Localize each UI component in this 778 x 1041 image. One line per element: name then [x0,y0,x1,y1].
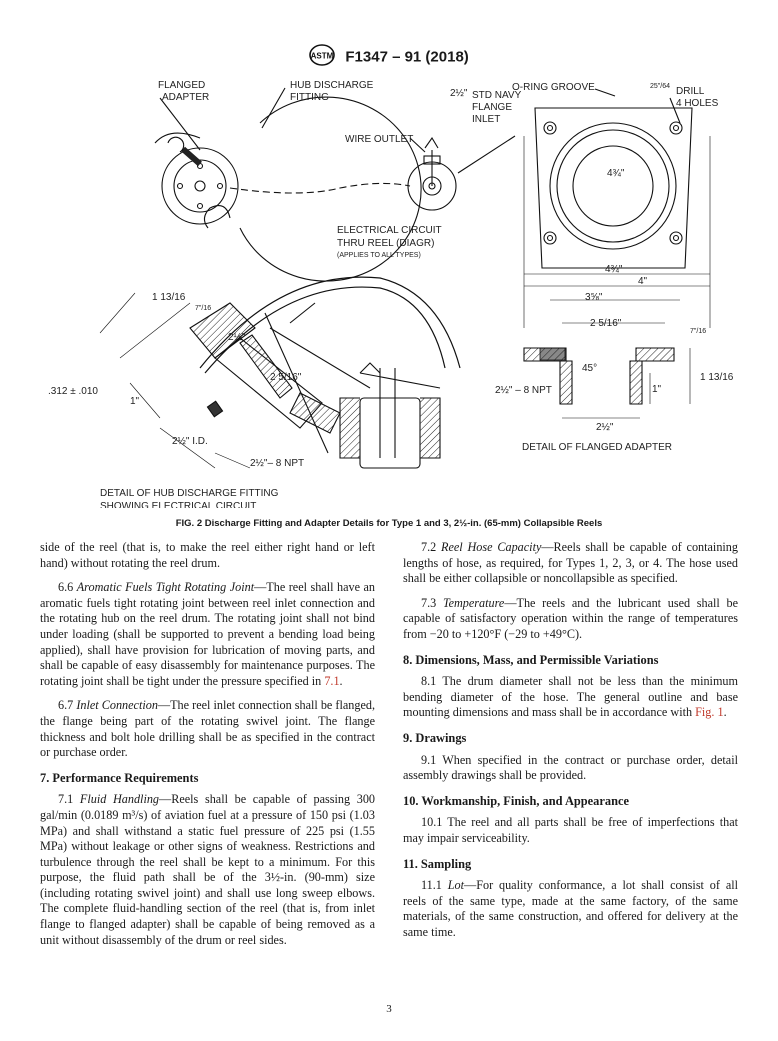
label-hub-discharge: HUB DISCHARGE FITTING [290,80,374,103]
label-elec3: (APPLIES TO ALL TYPES) [337,252,421,259]
svg-text:ASTM: ASTM [310,51,334,61]
paragraph-7-3 [403,596,738,643]
section-number: 11.1 [421,878,442,893]
figure-2-drawing [40,68,740,508]
label-2-5-16-flange: 2 5/16" [590,318,622,329]
heading-section-10: 10. Workmanship, Finish, and Appearance [403,793,629,808]
label-detail-hub1: DETAIL OF HUB DISCHARGE FITTING [100,488,279,499]
right-column [403,540,738,949]
label-7-16-flange: 7"/16 [690,328,707,335]
paragraph-6-6: 6.6 Aromatic Fuels Tight Rotating Joint—The reel shall have an aromatic fuels tight rotating joint between reel inlet connection and the rotating hub on the reel drum. The rotating joint shall not bind under loading (shall be supported to prevent a bending load being applied), shall have provision for lubrication of moving parts, and shall be capable of easy disassembly for maintenance purposes. The rotating joint shall be tight under the pressure specified in 7.1. [40,580,375,688]
section-text: —The reel shall have an aromatic fuels tight rotating joint between reel inlet connection and the rotating hub on the reel drum. The rotating joint shall not bind under loading (shall be supported to prevent a bending load being applied), shall have provision for lubrication of moving parts, and shall be capable of easy disassembly for maintenance purposes. The rotating joint shall be tight under the pressure specified in [40,580,375,688]
label-2-1-2: 2½" [450,88,468,99]
section-number: 7.1 [58,792,74,807]
page-header [0,44,778,70]
label-3-5-8: 3⅝" [585,292,603,303]
label-2-1-2-hub: 2½" [228,332,246,343]
label-4-3-4-inner: 4¾" [607,168,625,179]
heading-section-7: 7. Performance Requirements [40,770,199,785]
section-title: Fluid Handling [79,792,160,807]
label-flange: FLANGE [472,102,513,113]
heading-section-8: 8. Dimensions, Mass, and Permissible Variations [403,652,659,667]
label-2-1-2-flange: 2½" [596,422,614,433]
section-text: —The reels and the lubricant used shall be capable of satisfactory operation within the range of temperatures from −20 to +120°F (−29 to +49°C). [403,595,739,641]
section-title: Reel Hose Capacity [441,540,542,554]
label-four: 4" [638,276,648,287]
figure-caption: FIG. 2 Discharge Fitting and Adapter Details for Type 1 and 3, 2½-in. (65-mm) Collapsible Reels [175,518,603,529]
heading-section-9: 9. Drawings [403,730,467,745]
label-npt-flange: 2½" – 8 NPT [495,385,552,396]
label-std-navy: STD NAVY [472,90,522,101]
paragraph-7-2 [403,540,738,587]
label-drill: DRILL [676,86,705,97]
label-npt-hub: 2½"– 8 NPT [250,458,305,469]
section-text: —For quality conformance, a lot shall consist of all reels of the same type, made at the same factory, of the same materials, of the same construction, and offered for delivery at the same time. [403,878,738,939]
label-4-3-4: 4¾" [605,264,623,275]
paragraph-8-1: 8.1 The drum diameter shall not be less than the minimum bending diameter of the hose. The general outline and base mounting dimensions and mass shall be in accordance with Fig. 1. [403,674,738,720]
label-2-5-16-hub: 2 5/16" [270,372,302,383]
section-number: 6.7 [58,698,74,713]
label-one-inch: 1" [130,396,140,407]
document-designation: F1347 – 91 (2018) [345,48,469,66]
label-1-13-16-flange: 1 13/16 [700,372,734,383]
astm-logo-icon [309,44,335,70]
label-detail-hub2: SHOWING ELECTRICAL CIRCUIT [100,501,257,508]
label-holes: 4 HOLES [676,98,719,109]
left-column [40,540,375,957]
reference-link-7-1[interactable]: 7.1 [324,673,340,688]
label-wire-outlet: WIRE OUTLET [345,134,414,145]
paragraph-11-1 [403,878,738,940]
label-inlet: INLET [472,114,501,125]
section-number: 7.3 [421,595,437,610]
section-text: —The reel inlet connection shall be flanged, the flange being part of the rotating swivel joint. The flange thickness and bolt hole drilling shall be as specified in the contract or purchase order. [40,698,375,760]
section-number: 6.6 [58,580,74,595]
label-flanged-adapter: FLANGED ADAPTER [158,80,210,103]
section-title: Temperature [442,595,505,610]
label-elec2: THRU REEL (DIAGR) [337,238,435,249]
paragraph-10-1: 10.1 The reel and all parts shall be free of imperfections that may impair serviceability. [403,815,738,845]
paragraph-6-7 [40,698,375,760]
section-title: Inlet Connection [76,698,158,713]
label-elec1: ELECTRICAL CIRCUIT [337,225,442,236]
section-text: —Reels shall be capable of containing lengths of hose, as required, for Types 1, 2, 3, or 4. The hose used shall be either collapsible or noncollapsible as specified. [403,540,738,586]
section-title: Aromatic Fuels Tight Rotating Joint [76,580,255,595]
heading-section-11: 11. Sampling [403,856,472,871]
paragraph-continuation: side of the reel (that is, to make the reel either right hand or left hand) without rotating the reel drum. [40,540,375,570]
label-25-64: 25"/64 [650,83,671,90]
label-1-13-16-hub: 1 13/16 [152,292,186,303]
section-number: 7.2 [421,540,437,554]
label-oring: O-RING GROOVE [512,82,595,93]
paragraph-9-1: 9.1 When specified in the contract or purchase order, detail assembly drawings shall be provided. [403,752,738,783]
label-45: 45° [582,363,598,374]
label-tolerance: .312 ± .010 [48,386,98,397]
page-number: 3 [386,1003,392,1015]
label-detail-flange: DETAIL OF FLANGED ADAPTER [522,442,673,453]
label-1-flange: 1" [652,384,662,395]
label-id: 2½" I.D. [172,436,208,447]
section-title: Lot [447,878,465,893]
section-text: —Reels shall be capable of passing 300 gal/min (0.0189 m³/s) of aviation fuel at a pressure of 150 psi (1.03 MPa) and shall withstand a static fuel pressure of 225 psi (1.55 MPa) without leakage or other signs of weakness. Restrictions and turbulence through the reel shall be kept to a minimum. For this purpose, the fluid path shall be of the 3½-in. (90-mm) size (including rotating swivel joint) and shall use long sweep elbows. The complete fluid-handling section of the reel (that is, from inlet flange to flanged adapter) shall be capable of being removed as a unit without disassembly of the drum or reel sides. [40,792,376,947]
reference-link-fig-1[interactable]: Fig. 1 [695,705,724,720]
technical-drawing [40,68,740,508]
paragraph-7-1 [40,792,375,948]
label-7-16-hub: 7"/16 [195,305,212,312]
